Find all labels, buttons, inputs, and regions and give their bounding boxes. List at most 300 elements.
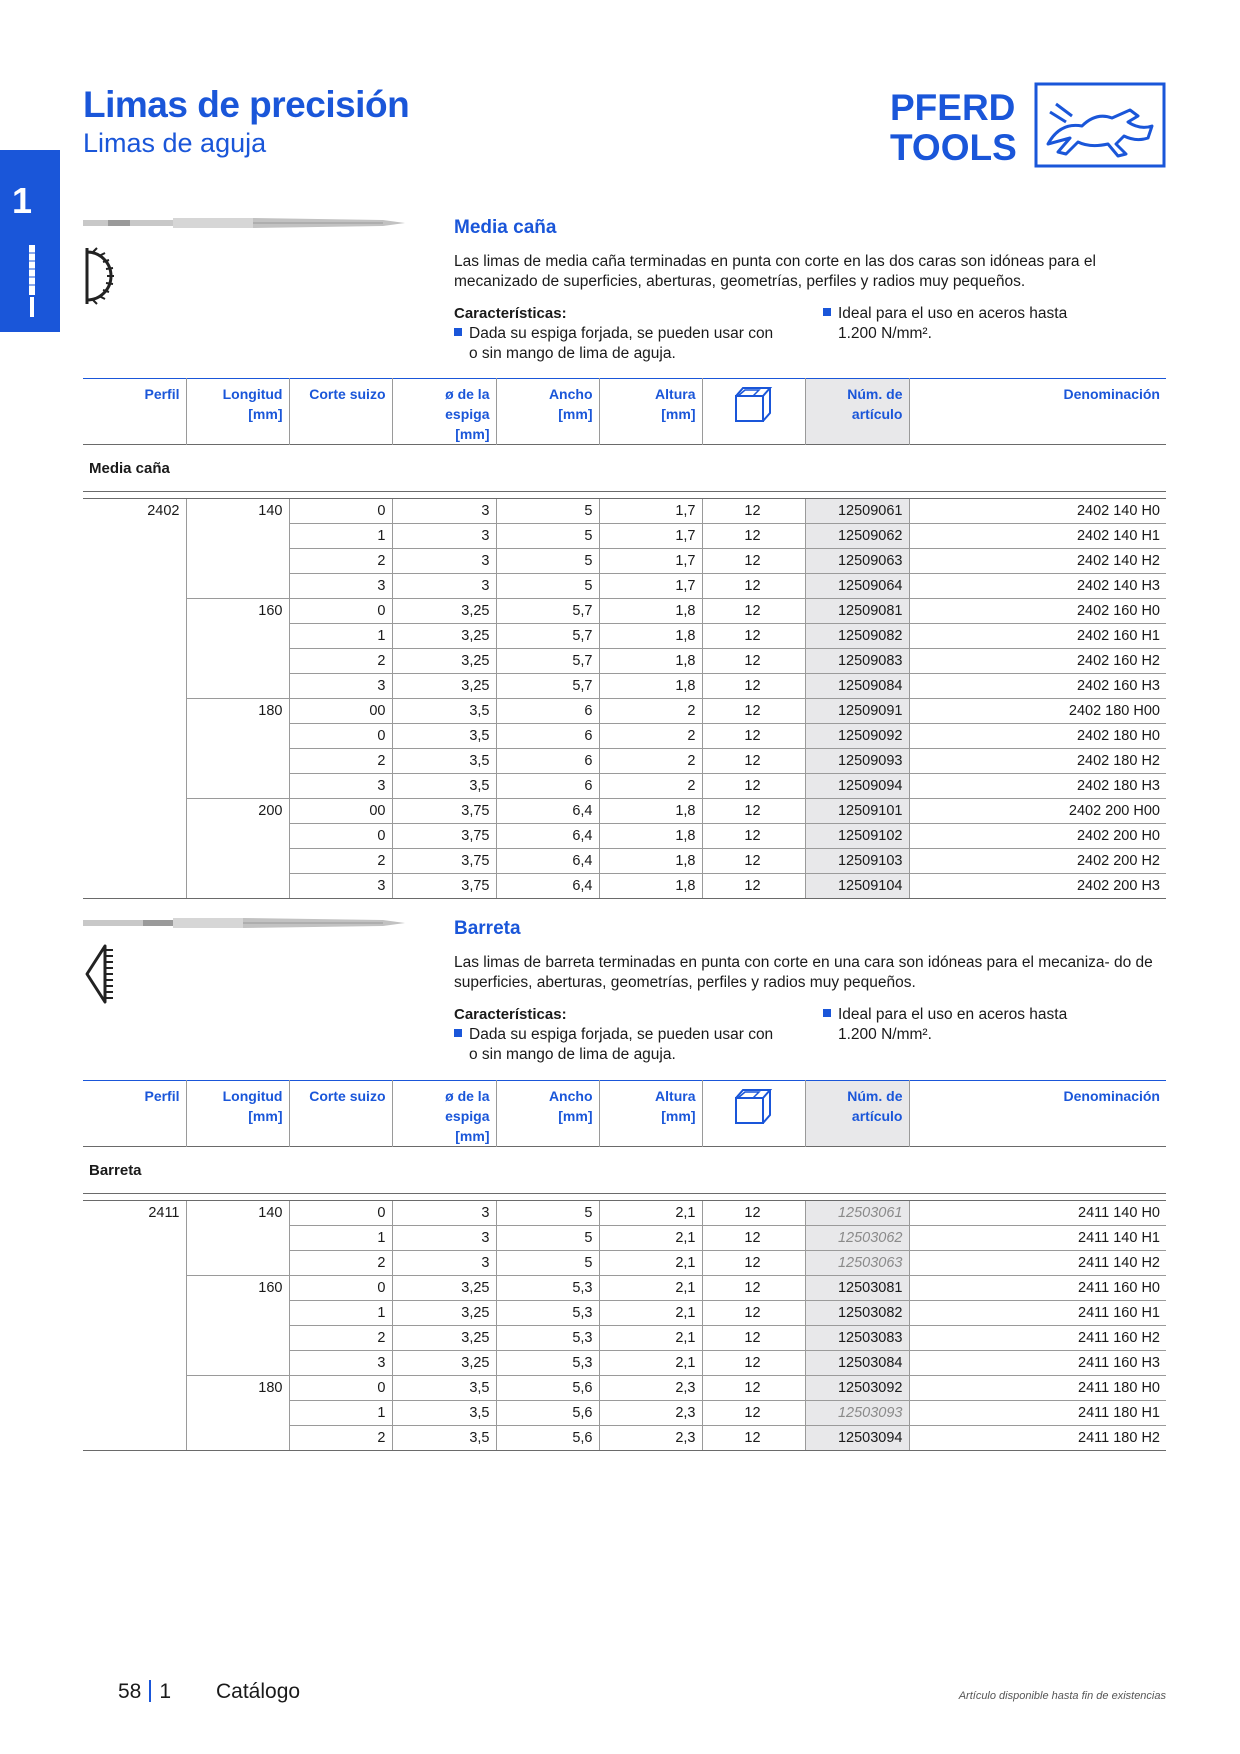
table-row xyxy=(83,724,1166,749)
page-number: 58 1 xyxy=(118,1680,172,1703)
table-row xyxy=(83,824,1166,849)
table-row xyxy=(83,849,1166,874)
table-cell: 3,5 xyxy=(392,749,496,774)
table-cell: 2,1 xyxy=(599,1226,702,1251)
column-header: Perfil xyxy=(144,386,180,402)
catalog-label: Catálogo xyxy=(216,1680,301,1703)
feature-item: Dada su espiga forjada, se pueden usar con o sin mango de lima de aguja. xyxy=(454,324,814,364)
table-cell: 2402 200 H00 xyxy=(909,799,1166,824)
logo-text-1: PFERD xyxy=(890,87,1016,128)
table-cell xyxy=(186,849,289,874)
table-cell: 12503061 xyxy=(805,1201,909,1226)
table-cell: 3,25 xyxy=(392,674,496,699)
table-cell: 1,8 xyxy=(599,824,702,849)
table-cell: 2,1 xyxy=(599,1251,702,1276)
table-cell: 1,7 xyxy=(599,524,702,549)
table-row xyxy=(83,1226,1166,1251)
table-cell: 2402 180 H0 xyxy=(909,724,1166,749)
table-cell: 160 xyxy=(186,1276,289,1301)
table-cell xyxy=(186,674,289,699)
table-row xyxy=(83,1251,1166,1276)
table-cell: 3 xyxy=(289,1351,392,1376)
table-cell xyxy=(83,799,186,824)
table-cell: 0 xyxy=(289,724,392,749)
table-cell: 6 xyxy=(496,749,599,774)
table-cell xyxy=(83,749,186,774)
column-header: Longitud [mm] xyxy=(186,379,289,445)
table-cell: 6 xyxy=(496,774,599,799)
table-cell: 5,3 xyxy=(496,1276,599,1301)
table-cell: 2411 180 H1 xyxy=(909,1401,1166,1426)
table-cell: 12 xyxy=(702,1376,805,1401)
table-cell: 2402 200 H2 xyxy=(909,849,1166,874)
table-cell: 12503063 xyxy=(805,1251,909,1276)
table-row xyxy=(83,774,1166,799)
table-cell: 2402 140 H1 xyxy=(909,524,1166,549)
table-cell: 5 xyxy=(496,1251,599,1276)
product-table xyxy=(83,378,1166,899)
table-row xyxy=(83,1376,1166,1401)
table-cell: 3,25 xyxy=(392,624,496,649)
table-cell: 3,75 xyxy=(392,874,496,899)
table-cell xyxy=(186,624,289,649)
bullet-icon xyxy=(823,308,831,316)
table-cell: 1 xyxy=(289,624,392,649)
table-cell: 3 xyxy=(289,674,392,699)
table-cell: 0 xyxy=(289,824,392,849)
section-description: Las limas de barreta terminadas en punta con corte en una cara son idóneas para el mecaniza- do de superficies, aberturas, geometrías, perfiles y radios muy pequeños. xyxy=(454,954,1153,991)
table-cell: 12503062 xyxy=(805,1226,909,1251)
table-cell xyxy=(83,1351,186,1376)
pferd-horse-logo-icon xyxy=(1036,84,1164,166)
table-cell: 12 xyxy=(702,674,805,699)
table-cell: 12 xyxy=(702,1251,805,1276)
table-cell: 2,3 xyxy=(599,1376,702,1401)
table-cell: 5 xyxy=(496,549,599,574)
half-round-profile-icon xyxy=(83,244,115,308)
pferd-tools-logo xyxy=(890,82,1166,168)
table-cell: 5,3 xyxy=(496,1301,599,1326)
table-cell xyxy=(83,599,186,624)
features-label: Características: xyxy=(454,1006,567,1023)
table-cell: 1,8 xyxy=(599,874,702,899)
table-cell: 2411 180 H0 xyxy=(909,1376,1166,1401)
table-cell: 12 xyxy=(702,774,805,799)
table-cell xyxy=(83,1251,186,1276)
group-label: Barreta xyxy=(83,1147,1166,1194)
table-cell: 0 xyxy=(289,1376,392,1401)
table-cell: 12509094 xyxy=(805,774,909,799)
section-title: Barreta xyxy=(454,918,521,939)
table-cell: 2402 140 H3 xyxy=(909,574,1166,599)
table-row xyxy=(83,624,1166,649)
table-row xyxy=(83,1201,1166,1226)
table-cell xyxy=(83,1226,186,1251)
table-cell: 2411 180 H2 xyxy=(909,1426,1166,1451)
logo-text-2: TOOLS xyxy=(890,127,1017,168)
package-box-icon xyxy=(733,384,773,424)
table-row xyxy=(83,874,1166,899)
table-cell: 2402 140 H2 xyxy=(909,549,1166,574)
table-cell xyxy=(186,774,289,799)
section-description: Las limas de media caña terminadas en punta con corte en las dos caras son idóneas para el mecanizado de superficies, aberturas, geometrías, perfiles y radios muy pequeños. xyxy=(454,253,1096,290)
column-header xyxy=(702,379,805,445)
table-cell xyxy=(83,724,186,749)
table-cell: 12 xyxy=(702,724,805,749)
table-cell: 5,3 xyxy=(496,1351,599,1376)
table-cell: 12503092 xyxy=(805,1376,909,1401)
table-cell: 2402 200 H3 xyxy=(909,874,1166,899)
table-cell: 2402 160 H1 xyxy=(909,624,1166,649)
table-cell: 2 xyxy=(599,699,702,724)
table-cell: 12509104 xyxy=(805,874,909,899)
table-cell: 6 xyxy=(496,699,599,724)
table-cell xyxy=(186,549,289,574)
column-header: Ancho [mm] xyxy=(496,379,599,445)
table-cell: 1,8 xyxy=(599,624,702,649)
table-cell: 6 xyxy=(496,724,599,749)
table-cell: 12503083 xyxy=(805,1326,909,1351)
table-cell: 3 xyxy=(392,499,496,524)
table-cell xyxy=(83,699,186,724)
table-cell: 6,4 xyxy=(496,849,599,874)
table-cell xyxy=(186,874,289,899)
table-cell xyxy=(83,649,186,674)
table-cell: 2402 140 H0 xyxy=(909,499,1166,524)
table-cell: 12503094 xyxy=(805,1426,909,1451)
table-row xyxy=(83,574,1166,599)
table-cell: 2411 140 H2 xyxy=(909,1251,1166,1276)
table-cell: 1,7 xyxy=(599,499,702,524)
table-cell: 12509102 xyxy=(805,824,909,849)
table-cell: 5 xyxy=(496,1201,599,1226)
table-cell: 12509093 xyxy=(805,749,909,774)
table-cell: 3 xyxy=(392,1251,496,1276)
table-cell: 12 xyxy=(702,1301,805,1326)
table-cell: 12 xyxy=(702,574,805,599)
table-cell: 2,3 xyxy=(599,1401,702,1426)
column-header: Corte suizo xyxy=(289,1081,392,1147)
table-cell: 2,3 xyxy=(599,1426,702,1451)
column-header: Corte suizo xyxy=(289,379,392,445)
table-cell: 12503082 xyxy=(805,1301,909,1326)
table-cell: 12 xyxy=(702,1276,805,1301)
table-cell: 0 xyxy=(289,1276,392,1301)
table-cell: 2411 160 H1 xyxy=(909,1301,1166,1326)
table-cell: 2 xyxy=(289,549,392,574)
table-cell: 0 xyxy=(289,499,392,524)
table-cell: 5,6 xyxy=(496,1426,599,1451)
table-cell: 12 xyxy=(702,849,805,874)
table-cell: 12509092 xyxy=(805,724,909,749)
table-cell: 12 xyxy=(702,1401,805,1426)
table-cell xyxy=(186,1326,289,1351)
table-cell: 3,25 xyxy=(392,599,496,624)
column-header: Altura [mm] xyxy=(599,379,702,445)
table-cell: 12503081 xyxy=(805,1276,909,1301)
table-cell: 3 xyxy=(392,1201,496,1226)
table-cell: 5,7 xyxy=(496,674,599,699)
column-header: Denominación xyxy=(909,1081,1166,1147)
table-cell: 2,1 xyxy=(599,1201,702,1226)
column-header: Altura [mm] xyxy=(599,1081,702,1147)
table-cell xyxy=(83,1376,186,1401)
table-cell: 1 xyxy=(289,1301,392,1326)
table-cell: 2 xyxy=(599,774,702,799)
table-cell xyxy=(186,1301,289,1326)
table-cell: 1,8 xyxy=(599,849,702,874)
table-cell: 5,3 xyxy=(496,1326,599,1351)
table-cell: 5,7 xyxy=(496,624,599,649)
table-cell xyxy=(83,849,186,874)
table-cell: 2411 140 H0 xyxy=(909,1201,1166,1226)
table-cell: 3 xyxy=(392,1226,496,1251)
table-cell: 3,5 xyxy=(392,1401,496,1426)
table-cell: 3 xyxy=(392,549,496,574)
table-cell: 12 xyxy=(702,799,805,824)
column-header xyxy=(702,1081,805,1147)
table-row xyxy=(83,1301,1166,1326)
table-cell: 00 xyxy=(289,699,392,724)
table-cell: 12509082 xyxy=(805,624,909,649)
table-cell: 2402 180 H2 xyxy=(909,749,1166,774)
table-row xyxy=(83,1326,1166,1351)
table-cell xyxy=(83,524,186,549)
column-header: Núm. de artículo xyxy=(805,379,909,445)
table-cell: 3 xyxy=(289,874,392,899)
table-cell xyxy=(186,1426,289,1451)
table-cell: 1,8 xyxy=(599,649,702,674)
table-cell: 5,7 xyxy=(496,599,599,624)
table-cell: 140 xyxy=(186,499,289,524)
table-row xyxy=(83,1276,1166,1301)
column-header: Ancho [mm] xyxy=(496,1081,599,1147)
chapter-number: 1 xyxy=(11,180,33,221)
table-cell: 3,5 xyxy=(392,699,496,724)
table-cell: 1,7 xyxy=(599,549,702,574)
table-cell: 2402 180 H3 xyxy=(909,774,1166,799)
table-cell: 12509091 xyxy=(805,699,909,724)
table-cell: 3,75 xyxy=(392,824,496,849)
table-cell: 1,7 xyxy=(599,574,702,599)
table-cell xyxy=(83,824,186,849)
table-cell: 12 xyxy=(702,1326,805,1351)
feature-item: Dada su espiga forjada, se pueden usar con o sin mango de lima de aguja. xyxy=(454,1025,814,1065)
table-cell xyxy=(186,1226,289,1251)
table-row xyxy=(83,1426,1166,1451)
table-cell: 3 xyxy=(289,774,392,799)
table-cell: 5,6 xyxy=(496,1401,599,1426)
table-cell: 6,4 xyxy=(496,824,599,849)
table-cell: 2 xyxy=(599,749,702,774)
table-row xyxy=(83,599,1166,624)
table-cell: 12 xyxy=(702,749,805,774)
table-cell: 2,1 xyxy=(599,1326,702,1351)
table-cell xyxy=(186,649,289,674)
table-cell xyxy=(83,774,186,799)
table-row xyxy=(83,1401,1166,1426)
table-cell: 12503093 xyxy=(805,1401,909,1426)
table-row xyxy=(83,749,1166,774)
table-cell: 160 xyxy=(186,599,289,624)
table-cell: 200 xyxy=(186,799,289,824)
table-cell: 2,1 xyxy=(599,1276,702,1301)
table-cell: 12509084 xyxy=(805,674,909,699)
table-cell: 3,5 xyxy=(392,1426,496,1451)
table-row xyxy=(83,1351,1166,1376)
table-cell xyxy=(83,674,186,699)
table-cell: 2402 xyxy=(83,499,186,524)
table-cell: 1 xyxy=(289,1401,392,1426)
table-cell: 2,1 xyxy=(599,1351,702,1376)
table-cell: 5 xyxy=(496,1226,599,1251)
table-cell: 1 xyxy=(289,524,392,549)
table-cell: 3 xyxy=(392,574,496,599)
table-row xyxy=(83,524,1166,549)
table-cell: 1,8 xyxy=(599,799,702,824)
table-cell xyxy=(83,1426,186,1451)
table-cell: 12 xyxy=(702,499,805,524)
table-cell: 5,7 xyxy=(496,649,599,674)
table-cell: 3,25 xyxy=(392,1351,496,1376)
file-tool-icon xyxy=(28,245,36,317)
table-cell: 6,4 xyxy=(496,799,599,824)
group-label: Media caña xyxy=(83,445,1166,492)
table-cell xyxy=(186,1351,289,1376)
table-cell: 12 xyxy=(702,824,805,849)
table-cell: 12509061 xyxy=(805,499,909,524)
table-cell: 3 xyxy=(289,574,392,599)
table-cell: 2411 160 H0 xyxy=(909,1276,1166,1301)
table-cell: 12509103 xyxy=(805,849,909,874)
product-table xyxy=(83,1080,1166,1451)
table-cell: 12 xyxy=(702,549,805,574)
table-cell: 12 xyxy=(702,1351,805,1376)
column-header: Denominación xyxy=(909,379,1166,445)
table-cell: 2 xyxy=(289,1251,392,1276)
column-header: ø de la espiga [mm] xyxy=(392,1081,496,1147)
column-header: ø de la espiga [mm] xyxy=(392,379,496,445)
table-cell: 2402 200 H0 xyxy=(909,824,1166,849)
package-box-icon xyxy=(733,1086,773,1126)
table-cell: 1,8 xyxy=(599,674,702,699)
bullet-icon xyxy=(454,328,462,336)
table-cell: 2 xyxy=(289,649,392,674)
table-cell xyxy=(186,574,289,599)
table-cell: 2 xyxy=(289,1326,392,1351)
table-cell: 3,5 xyxy=(392,1376,496,1401)
table-cell: 12 xyxy=(702,699,805,724)
table-cell: 12509083 xyxy=(805,649,909,674)
column-header: Perfil xyxy=(144,1088,180,1104)
table-cell xyxy=(83,624,186,649)
column-header: Longitud [mm] xyxy=(186,1081,289,1147)
table-cell xyxy=(83,1276,186,1301)
table-cell: 2,1 xyxy=(599,1301,702,1326)
table-cell: 2 xyxy=(289,749,392,774)
table-cell xyxy=(83,549,186,574)
table-cell: 2 xyxy=(289,1426,392,1451)
table-cell: 2 xyxy=(599,724,702,749)
features-label: Características: xyxy=(454,305,567,322)
table-cell: 12509062 xyxy=(805,524,909,549)
section-title: Media caña xyxy=(454,217,557,238)
file-tool-icon xyxy=(83,916,405,930)
table-cell: 2411 160 H3 xyxy=(909,1351,1166,1376)
table-cell: 5 xyxy=(496,524,599,549)
table-cell: 3,75 xyxy=(392,799,496,824)
table-cell: 5 xyxy=(496,499,599,524)
table-cell: 12509101 xyxy=(805,799,909,824)
table-cell: 3,25 xyxy=(392,1326,496,1351)
table-cell xyxy=(186,1401,289,1426)
table-cell: 2402 160 H3 xyxy=(909,674,1166,699)
feature-item: Ideal para el uso en aceros hasta 1.200 N/mm². xyxy=(823,1005,1166,1045)
page-title: Limas de precisión xyxy=(83,84,410,125)
chapter-tab[interactable] xyxy=(0,150,60,332)
table-cell: 12509063 xyxy=(805,549,909,574)
table-cell: 0 xyxy=(289,599,392,624)
table-cell: 12509081 xyxy=(805,599,909,624)
table-cell xyxy=(83,574,186,599)
table-cell xyxy=(186,824,289,849)
table-cell: 12 xyxy=(702,1426,805,1451)
table-cell: 2 xyxy=(289,849,392,874)
table-cell: 12 xyxy=(702,624,805,649)
table-cell xyxy=(83,874,186,899)
table-cell: 1 xyxy=(289,1226,392,1251)
table-cell: 3,25 xyxy=(392,1276,496,1301)
table-cell: 3,25 xyxy=(392,649,496,674)
page-subtitle: Limas de aguja xyxy=(83,128,267,158)
table-cell: 00 xyxy=(289,799,392,824)
table-cell: 12509064 xyxy=(805,574,909,599)
table-cell: 180 xyxy=(186,699,289,724)
table-cell: 3,25 xyxy=(392,1301,496,1326)
column-header: Núm. de artículo xyxy=(805,1081,909,1147)
table-cell: 12 xyxy=(702,874,805,899)
table-row xyxy=(83,799,1166,824)
table-cell xyxy=(186,749,289,774)
table-cell: 3,5 xyxy=(392,724,496,749)
table-cell: 12 xyxy=(702,524,805,549)
table-cell: 12 xyxy=(702,649,805,674)
footer-note: Artículo disponible hasta fin de existencias xyxy=(958,1690,1166,1702)
feature-item: Ideal para el uso en aceros hasta 1.200 N/mm². xyxy=(823,304,1166,344)
table-cell: 12503084 xyxy=(805,1351,909,1376)
file-tool-icon xyxy=(83,216,405,230)
table-cell xyxy=(83,1401,186,1426)
table-cell: 6,4 xyxy=(496,874,599,899)
table-cell: 0 xyxy=(289,1201,392,1226)
table-row xyxy=(83,499,1166,524)
table-row xyxy=(83,649,1166,674)
table-cell: 180 xyxy=(186,1376,289,1401)
table-cell xyxy=(83,1326,186,1351)
table-cell: 5 xyxy=(496,574,599,599)
table-cell: 2402 160 H2 xyxy=(909,649,1166,674)
table-cell: 3,75 xyxy=(392,849,496,874)
table-row xyxy=(83,549,1166,574)
table-cell: 2402 160 H0 xyxy=(909,599,1166,624)
table-cell: 5,6 xyxy=(496,1376,599,1401)
table-cell: 3,5 xyxy=(392,774,496,799)
table-cell xyxy=(186,724,289,749)
table-cell: 3 xyxy=(392,524,496,549)
table-row xyxy=(83,674,1166,699)
table-cell xyxy=(83,1301,186,1326)
bullet-icon xyxy=(454,1029,462,1037)
